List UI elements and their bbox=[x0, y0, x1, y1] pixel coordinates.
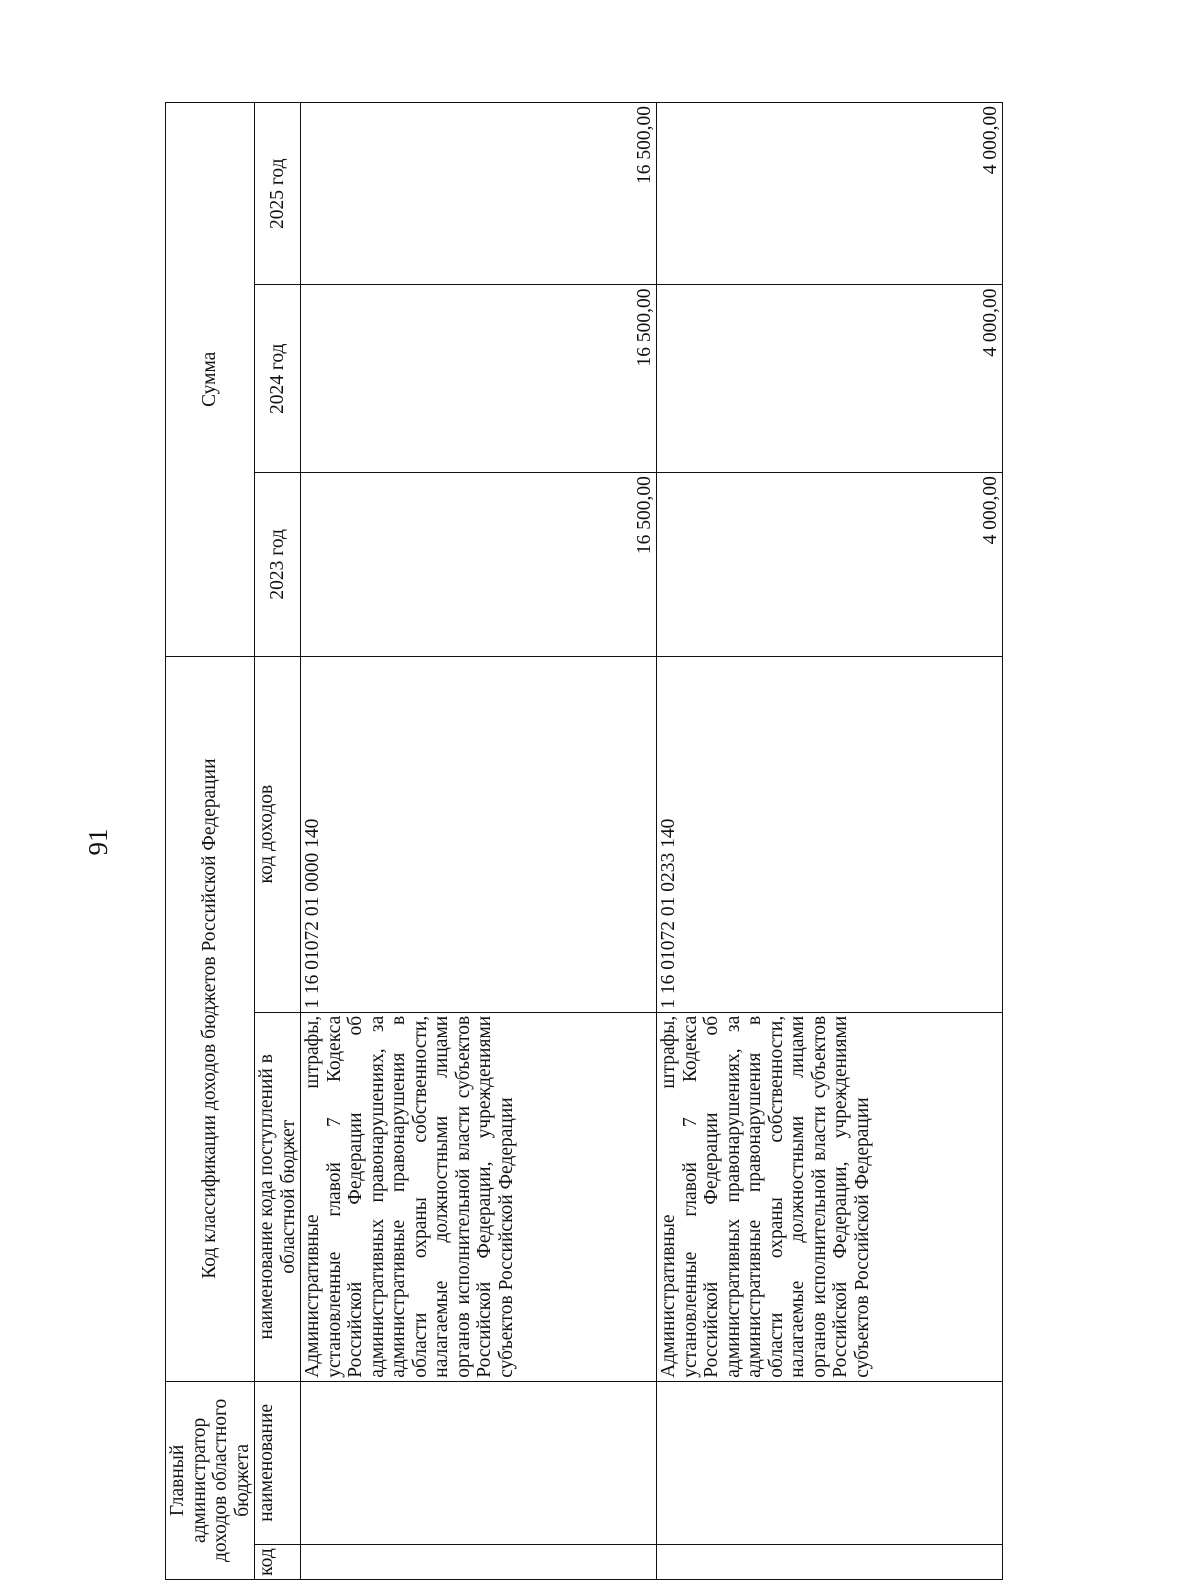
code-group-header: Код классификации доходов бюджетов Российской Федерации bbox=[166, 656, 255, 1381]
sum-group-header: Сумма bbox=[166, 103, 255, 657]
admin-code-cell bbox=[301, 1545, 657, 1580]
sum-2024-cell: 4 000,00 bbox=[657, 285, 1003, 473]
income-code-cell: 1 16 01072 01 0233 140 bbox=[657, 656, 1003, 1012]
admin-name-cell bbox=[301, 1381, 657, 1544]
document-sheet bbox=[165, 102, 1001, 1580]
table-row bbox=[301, 103, 657, 1580]
col-income-code-header: код доходов bbox=[255, 656, 301, 1012]
sum-2023-cell: 4 000,00 bbox=[657, 473, 1003, 656]
income-name-cell: Административные штрафы, установленные главой 7 Кодекса Российской Федерации об административных правонарушениях, за административные правонарушения в области охраны собственности, налагаемые должностными лицами органов исполнительной власти субъектов Российской Федерации, учреждениями субъектов Российской Федерации bbox=[657, 1012, 1003, 1381]
col-2023-header: 2023 год bbox=[255, 473, 301, 656]
sum-2023-cell: 16 500,00 bbox=[301, 473, 657, 656]
col-code-header: код bbox=[255, 1545, 301, 1580]
col-income-name-header: наименование кода поступлений в областной бюджет bbox=[255, 1012, 301, 1381]
sum-2025-cell: 4 000,00 bbox=[657, 103, 1003, 285]
col-2024-header: 2024 год bbox=[255, 285, 301, 473]
col-2025-header: 2025 год bbox=[255, 103, 301, 285]
page-number: 91 bbox=[83, 828, 113, 856]
sum-2025-cell: 16 500,00 bbox=[301, 103, 657, 285]
admin-name-cell bbox=[657, 1381, 1003, 1544]
col-name-header: наименование bbox=[255, 1381, 301, 1544]
income-code-cell: 1 16 01072 01 0000 140 bbox=[301, 656, 657, 1012]
admin-code-cell bbox=[657, 1545, 1003, 1580]
income-name-cell: Административные штрафы, установленные главой 7 Кодекса Российской Федерации об административных правонарушениях, за административные правонарушения в области охраны собственности, налагаемые должностными лицами органов исполнительной власти субъектов Российской Федерации, учреждениями субъектов Российской Федерации bbox=[301, 1012, 657, 1381]
income-classification-table bbox=[165, 102, 1003, 1580]
admin-group-header: Главный администратор доходов областного бюджета bbox=[166, 1381, 255, 1579]
sum-2024-cell: 16 500,00 bbox=[301, 285, 657, 473]
table-row bbox=[657, 103, 1003, 1580]
